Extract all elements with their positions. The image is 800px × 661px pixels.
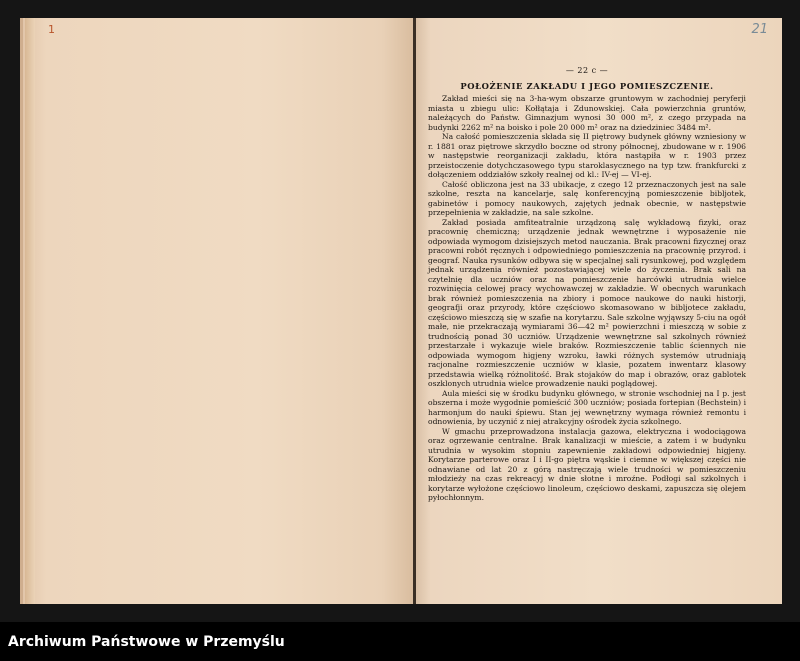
paragraph: Zakład posiada amfiteatralnie urządzoną salę wykładową fizyki, oraz pracownię chemiczną; urządzenie jednak wewnętrzne i wyposażenie nie odpowiada wymogom dzisiejszych metod nauczania. Brak pracowni fizycznej oraz pracowni robót ręcznych i odpowiedniego pomieszczenia na pracownię przyrod. i geograf. Nauka rysunków odbywa się w specjalnej sali rysunkowej, pod względem jednak urządzenia również pozostawiającej wiele do życzenia. Brak sali na czytelnię dla uczniów oraz na pomieszczenie harcówki utrudnia wielce rozwinięcia celowej pracy wychowawczej w zakładzie. W obecnych warunkach brak również pomieszczenia na zbiory i pomoce naukowe do nauki historji, geografji oraz przyrody, które częściowo skomasowano w bibljotece zakładu, częściowo mieszczą się w szafie na korytarzu. Sale szkolne wyjąwszy 5-ciu na ogół małe, nie przekraczają wymiarami 36—42 m² powierzchni i mieszczą w sobie z trudnością ponad 30 uczniów. Urządzenie wewnętrzne sal szkolnych również przestarzałe i wykazuje wiele braków. Rozmieszczenie tablic ściennych nie odpowiada wymogom higjeny wzroku, ławki różnych systemów utrudniają racjonalne rozmieszczenie uczniów w klasie, pozatem inwentarz klasowy przedstawia wielką różnolitość. Brak stojaków do map i obrazów, oraz gablotek oszklonych utrudnia wielce prowadzenie nauki poglądowej. (428, 217, 746, 388)
paragraph: Aula mieści się w środku budynku głównego, w stronie wschodniej na I p. jest obszerna i może wygodnie pomieścić 300 uczniów; posiada fortepian (Bechstein) i harmonjum do nauki śpiewu. Stan jej wewnętrzny wymaga również remontu i odnowienia, by uczynić z niej atrakcyjny ośrodek życia szkolnego. (428, 388, 746, 426)
archive-footer (0, 622, 800, 661)
section-heading: POŁOŻENIE ZAKŁADU I JEGO POMIESZCZENIE. (460, 80, 714, 91)
open-book (20, 18, 782, 604)
page-text (428, 66, 746, 503)
paragraph: Całość obliczona jest na 33 ubikacje, z czego 12 przeznaczonych jest na sale szkolne, reszta na kancelarje, salę konferencyjną pomieszczenie bibljotek, gabinetów i pomocy naukowych, zajętych jednak obecnie, w następstwie przepełnienia w zakładzie, na sale szkolne. (428, 179, 746, 217)
page-header: — 22 c — (565, 66, 609, 75)
paragraph: Na całość pomieszczenia składa się II piętrowy budynek główny wzniesiony w r. 1881 oraz piętrowe skrzydło boczne od strony północnej, zbudowane w r. 1906 w następstwie reorganizacji zakładu, która nastąpiła w r. 1903 przez przeistoczenie dotychczasowego typu staroklasycznego na typ tzw. frankfurcki z dołączeniem oddziałów szkoły realnej od kl.: IV-ej — VI-ej. (428, 132, 746, 179)
paragraph: W gmachu przeprowadzona instalacja gazowa, elektryczna i wodociągowa oraz ogrzewanie centralne. Brak kanalizacji w mieście, a zatem i w budynku utrudnia w wysokim stopniu zapewnienie zakładowi odpowiedniej higjeny. Korytarze parterowe oraz I i II-go piętra wąskie i ciemne w większej części nie odnawiane od lat 20 z górą nastręczają wiele trudności w pomieszczeniu młodzieży na czas rekreacyj w dnie słotne i mroźne. Podłogi sal szkolnych i korytarze wyłożone częściowo linoleum, częściowo deskami, zapuszcza się olejem pyłochłonnym. (428, 426, 746, 502)
left-page-mark: 1 (48, 23, 55, 36)
handwritten-page-number: 21 (751, 22, 768, 37)
paragraph: Zakład mieści się na 3-ha-wym obszarze gruntowym w zachodniej peryferji miasta u zbiegu ulic: Kołłątaja i Zdunowskiej. Cała powierzchnia gruntów, należących do Państw. Gimnazjum wynosi 30 000 m², z czego przypada na budynki 2262 m² na boisko i pole 20 000 m² oraz na dziedziniec 3484 m². (428, 94, 746, 132)
left-page (20, 18, 413, 604)
right-page (416, 18, 782, 604)
archive-name: Archiwum Państwowe w Przemyślu (8, 634, 285, 650)
page-edge (25, 18, 35, 604)
